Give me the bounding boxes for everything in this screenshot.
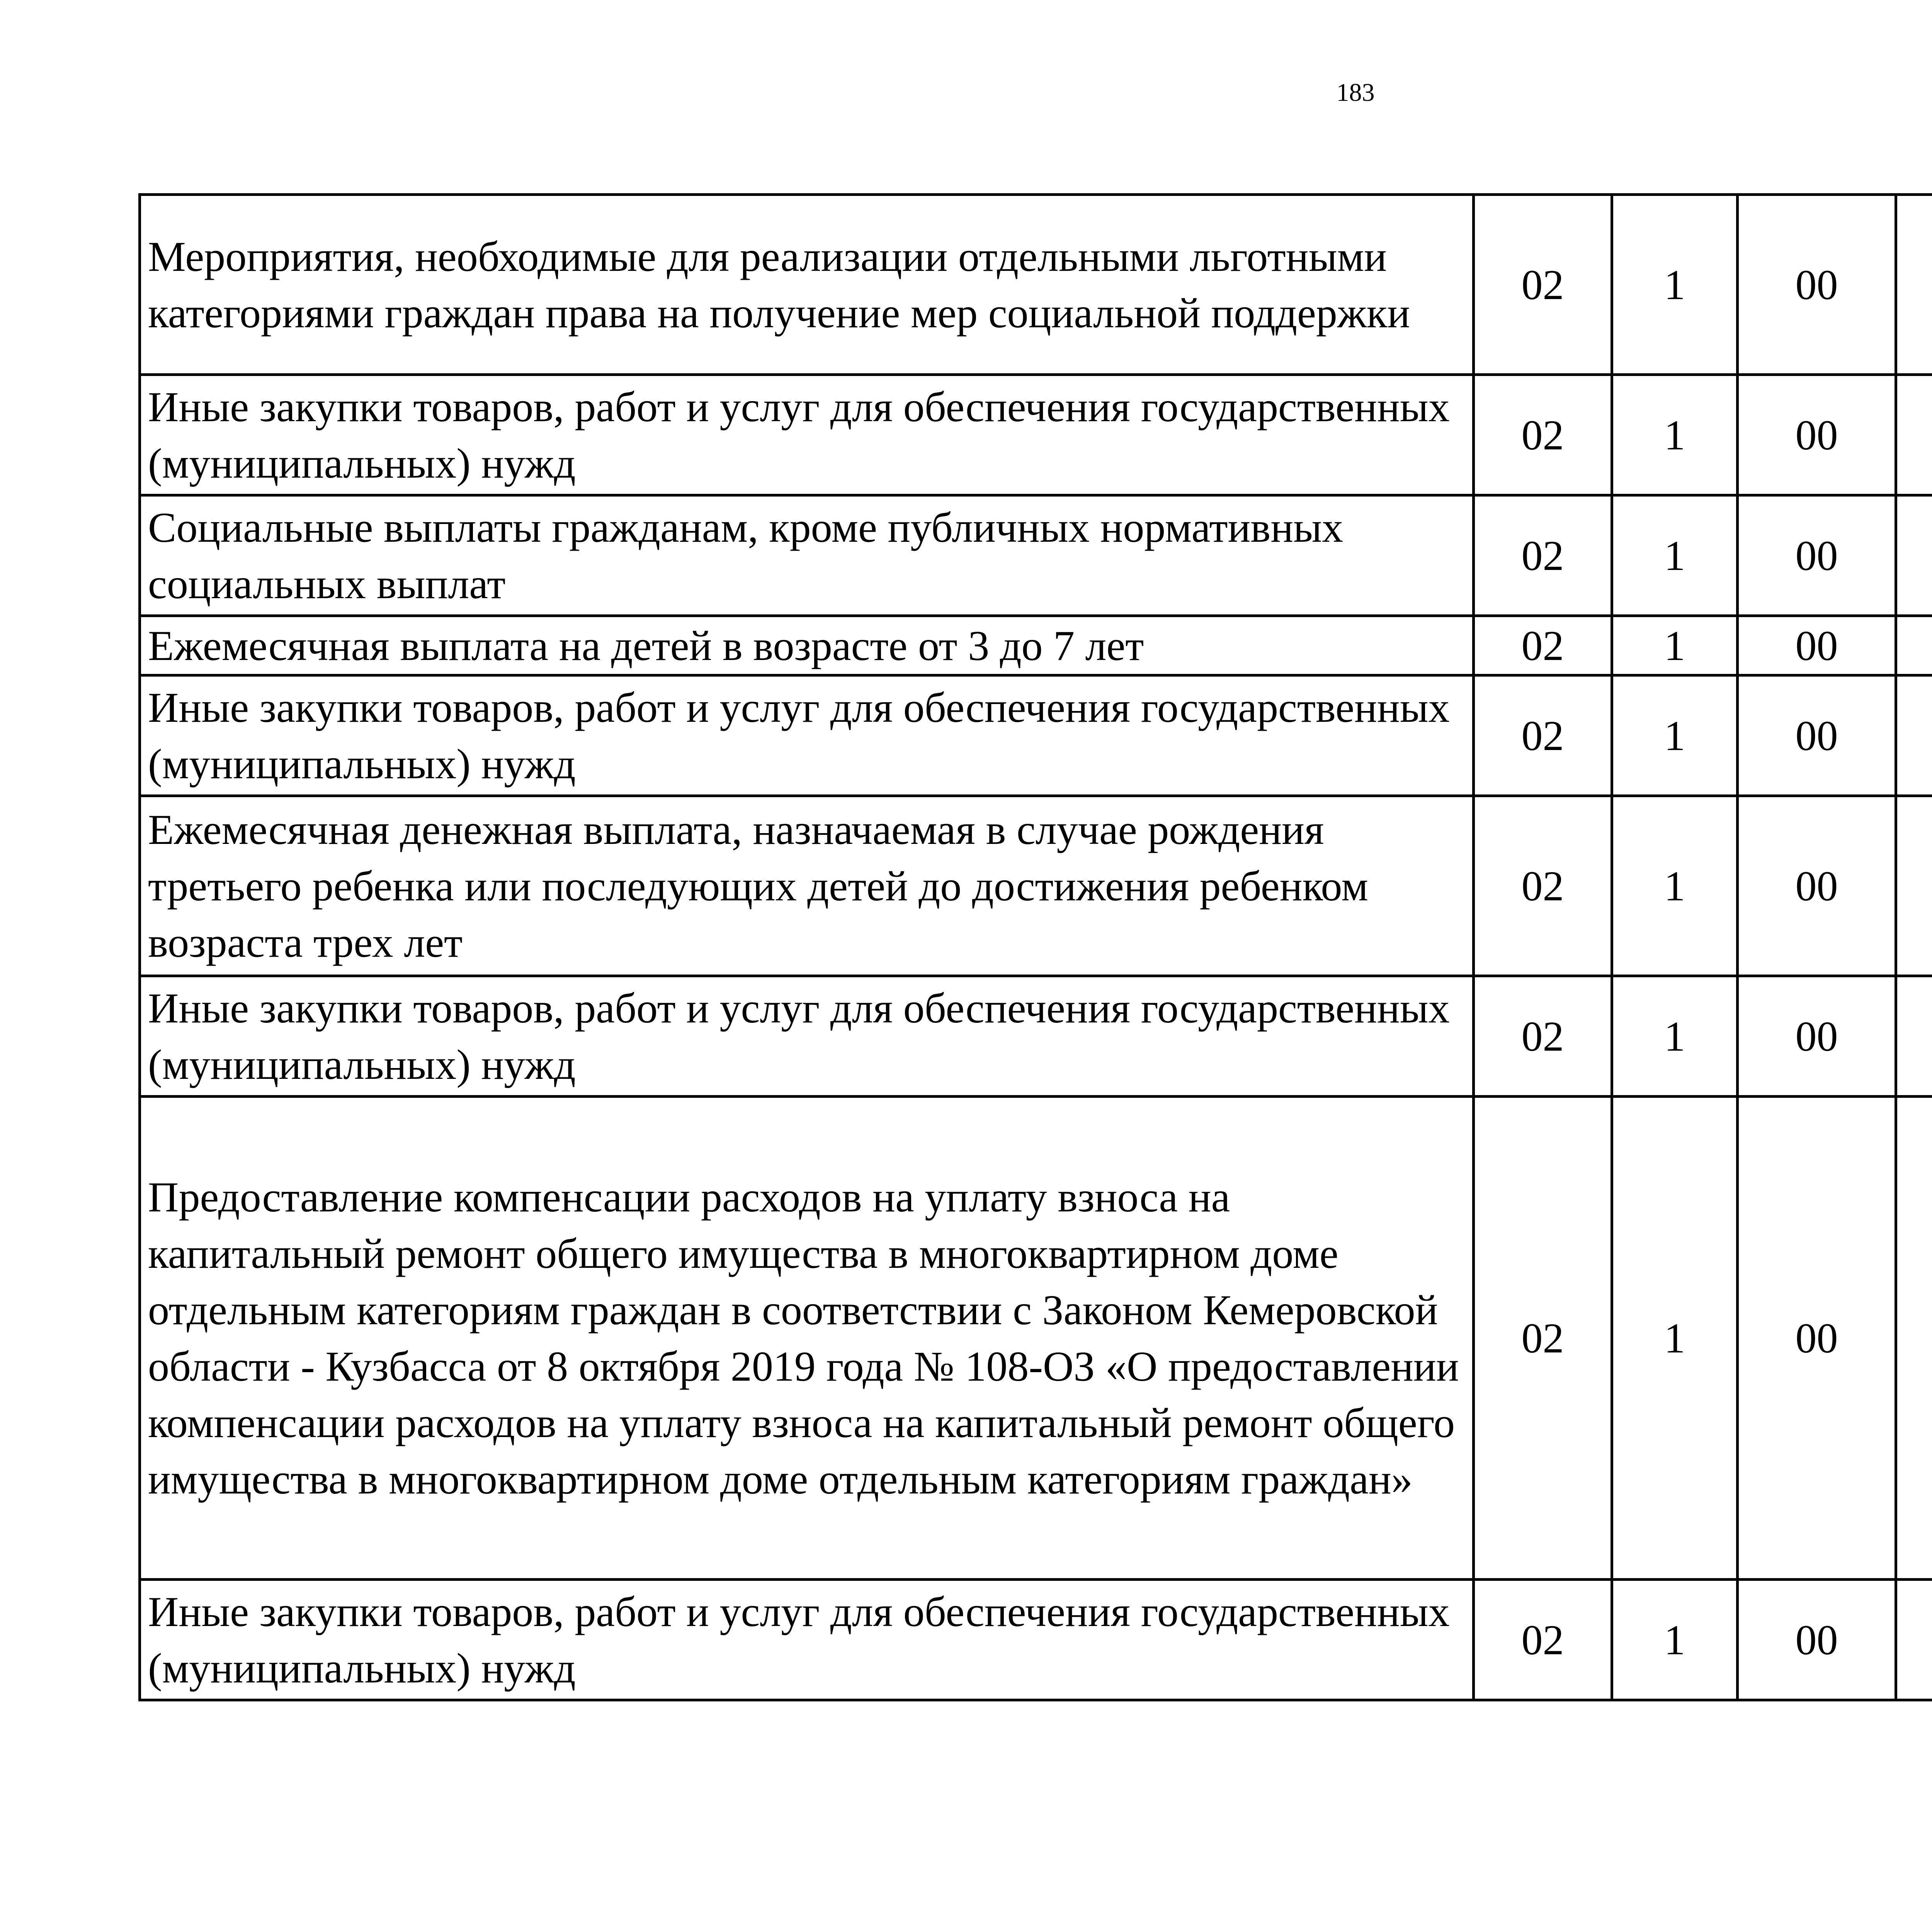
table-row: [140, 375, 1932, 495]
row-name: Предоставление компенсации расходов на уплату взноса на капитальный ремонт общего имущества в многоквартирном доме отдельным категориям граждан в соответствии с Законом Кемеровской области - Кузбасса от 8 октября 2019 года № 108-ОЗ «О предоставлении компенсации расходов на уплату взноса на капитальный ремонт общего имущества в многоквартирном доме отдельным категориям граждан»: [140, 1097, 1474, 1580]
subprogram-code: 00: [1738, 1097, 1896, 1580]
direction-code: [1896, 495, 1932, 616]
subprogram-code: 00: [1738, 195, 1896, 375]
program-code: 1: [1612, 976, 1738, 1097]
row-name: Иные закупки товаров, работ и услуг для обеспечения государственных (муниципальных) нужд: [140, 976, 1474, 1097]
subprogram-code: 00: [1738, 495, 1896, 616]
subprogram-code: 00: [1738, 616, 1896, 675]
section-code: 02: [1474, 1580, 1612, 1700]
direction-code: [1896, 195, 1932, 375]
row-name: Иные закупки товаров, работ и услуг для обеспечения государственных (муниципальных) нужд: [140, 375, 1474, 495]
section-code: 02: [1474, 675, 1612, 796]
table-row: [140, 675, 1932, 796]
direction-code: [1896, 976, 1932, 1097]
row-name: Ежемесячная денежная выплата, назначаемая в случае рождения третьего ребенка или последующих детей до достижения ребенком возраста трех лет: [140, 796, 1474, 976]
program-code: 1: [1612, 495, 1738, 616]
subprogram-code: 00: [1738, 675, 1896, 796]
subprogram-code: 00: [1738, 976, 1896, 1097]
program-code: 1: [1612, 195, 1738, 375]
row-name: Ежемесячная выплата на детей в возрасте от 3 до 7 лет: [140, 616, 1474, 675]
subprogram-code: 00: [1738, 375, 1896, 495]
row-name: Иные закупки товаров, работ и услуг для обеспечения государственных (муниципальных) нужд: [140, 1580, 1474, 1700]
direction-code: [1896, 616, 1932, 675]
budget-table: [138, 193, 1932, 1701]
table-row: [140, 1580, 1932, 1700]
row-name: Социальные выплаты гражданам, кроме публичных нормативных социальных выплат: [140, 495, 1474, 616]
program-code: 1: [1612, 796, 1738, 976]
table-row: [140, 616, 1932, 675]
table-row: [140, 495, 1932, 616]
section-code: 02: [1474, 195, 1612, 375]
section-code: 02: [1474, 976, 1612, 1097]
table-row: [140, 796, 1932, 976]
table-row: [140, 195, 1932, 375]
direction-code: [1896, 1580, 1932, 1700]
table-row: [140, 976, 1932, 1097]
direction-code: [1896, 796, 1932, 976]
direction-code: [1896, 675, 1932, 796]
program-code: 1: [1612, 1097, 1738, 1580]
direction-code: [1896, 375, 1932, 495]
row-name: Мероприятия, необходимые для реализации отдельными льготными категориями граждан права на получение мер социальной поддержки: [140, 195, 1474, 375]
direction-code: [1896, 1097, 1932, 1580]
subprogram-code: 00: [1738, 1580, 1896, 1700]
section-code: 02: [1474, 1097, 1612, 1580]
program-code: 1: [1612, 675, 1738, 796]
section-code: 02: [1474, 616, 1612, 675]
program-code: 1: [1612, 375, 1738, 495]
program-code: 1: [1612, 1580, 1738, 1700]
section-code: 02: [1474, 796, 1612, 976]
table-row: [140, 1097, 1932, 1580]
subprogram-code: 00: [1738, 796, 1896, 976]
section-code: 02: [1474, 375, 1612, 495]
page-number: 183: [1336, 78, 1375, 107]
program-code: 1: [1612, 616, 1738, 675]
section-code: 02: [1474, 495, 1612, 616]
row-name: Иные закупки товаров, работ и услуг для обеспечения государственных (муниципальных) нужд: [140, 675, 1474, 796]
